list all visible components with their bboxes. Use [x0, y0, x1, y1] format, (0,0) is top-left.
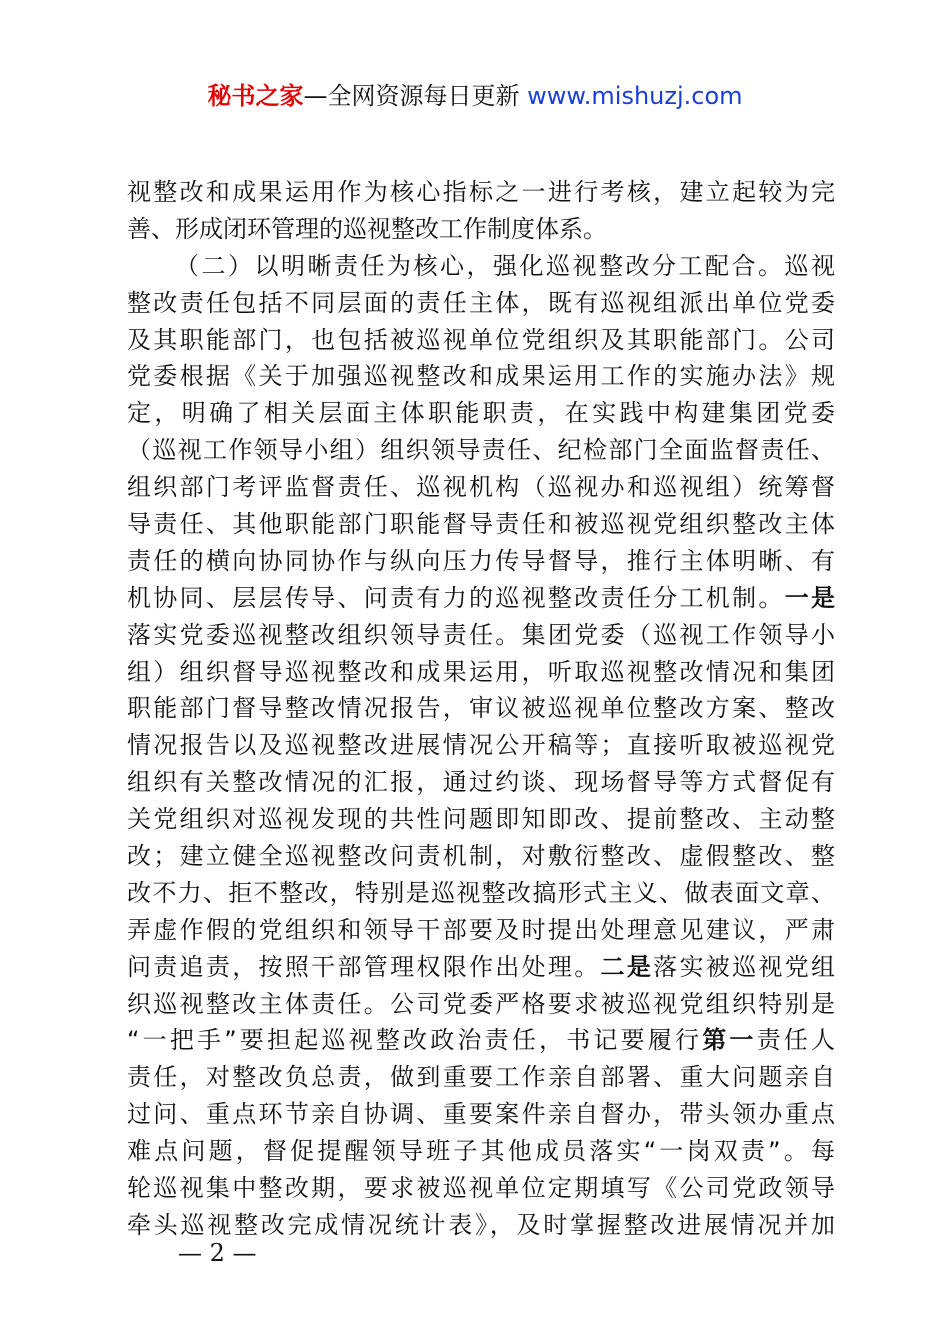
text-line: 情况报告以及巡视整改进展情况公开稿等；直接听取被巡视党 — [127, 731, 835, 760]
text-line: 组织有关整改情况的汇报，通过约谈、现场督导等方式督促有 — [127, 768, 835, 797]
page-number: — 2 — — [178, 1239, 257, 1267]
text-line: 组织部门考评监督责任、巡视机构（巡视办和巡视组）统筹督 — [127, 473, 835, 502]
text-line: 弄虚作假的党组织和领导干部要及时提出处理意见建议，严肃 — [127, 915, 835, 944]
text-line: （巡视工作领导小组）组织领导责任、纪检部门全面监督责任、 — [127, 436, 835, 465]
header-tagline: —全网资源每日更新 — [303, 82, 520, 110]
text-line: 整改责任包括不同层面的责任主体，既有巡视组派出单位党委 — [127, 288, 835, 317]
brand-name: 秘书之家 — [207, 82, 304, 110]
text-line: 定，明确了相关层面主体职能职责，在实践中构建集团党委 — [127, 399, 835, 428]
text-line: 改不力、拒不整改，特别是巡视整改搞形式主义、做表面文章、 — [127, 878, 835, 907]
text-line: 善、形成闭环管理的巡视整改工作制度体系。 — [127, 214, 607, 243]
text-line: 织巡视整改主体责任。公司党委严格要求被巡视党组织特别是 — [127, 989, 835, 1018]
text-line: 组）组织督导巡视整改和成果运用，听取巡视整改情况和集团 — [127, 657, 835, 686]
text-line: 党委根据《关于加强巡视整改和成果运用工作的实施办法》规 — [127, 362, 835, 391]
emphasis-text: 第一 — [702, 1026, 757, 1055]
text-line: 及其职能部门，也包括被巡视单位党组织及其职能部门。公司 — [127, 325, 835, 354]
emphasis-text: 二是 — [600, 952, 654, 981]
text-line: 职能部门督导整改情况报告，审议被巡视单位整改方案、整改 — [127, 694, 835, 723]
text-line: 轮巡视集中整改期，要求被巡视单位定期填写《公司党政领导 — [127, 1174, 835, 1203]
text-line: 牵头巡视整改完成情况统计表》，及时掌握整改进展情况并加 — [127, 1210, 835, 1239]
text-line: 视整改和成果运用作为核心指标之一进行考核，建立起较为完 — [127, 178, 835, 206]
text-line: “一把手”要担起巡视整改政治责任，书记要履行第一责任人 — [127, 1026, 836, 1055]
text-line: 责任的横向协同协作与纵向压力传导督导，推行主体明晰、有 — [127, 546, 835, 575]
text-line: 机协同、层层传导、问责有力的巡视整改责任分工机制。一是 — [127, 583, 836, 612]
site-header — [0, 80, 950, 112]
text-line: 落实党委巡视整改组织领导责任。集团党委（巡视工作领导小 — [127, 620, 835, 649]
emphasis-text: 一是 — [784, 583, 836, 612]
text-line: 改；建立健全巡视整改问责机制，对敷衍整改、虚假整改、整 — [127, 842, 835, 871]
text-line: 关党组织对巡视发现的共性问题即知即改、提前整改、主动整 — [127, 805, 835, 834]
text-line: 导责任、其他职能部门职能督导责任和被巡视党组织整改主体 — [127, 510, 835, 539]
section-heading-line: （二）以明晰责任为核心，强化巡视整改分工配合。巡视 — [175, 251, 835, 280]
text-line: 问责追责，按照干部管理权限作出处理。二是落实被巡视党组 — [127, 952, 836, 981]
document-body — [127, 174, 835, 1244]
site-url-link[interactable]: www.mishuzj.com — [527, 82, 743, 110]
text-line: 过问、重点环节亲自协调、重要案件亲自督办，带头领办重点 — [127, 1100, 835, 1129]
text-line: 难点问题，督促提醒领导班子其他成员落实“一岗双责”。每 — [127, 1137, 835, 1166]
text-line: 责任，对整改负总责，做到重要工作亲自部署、重大问题亲自 — [127, 1063, 835, 1092]
